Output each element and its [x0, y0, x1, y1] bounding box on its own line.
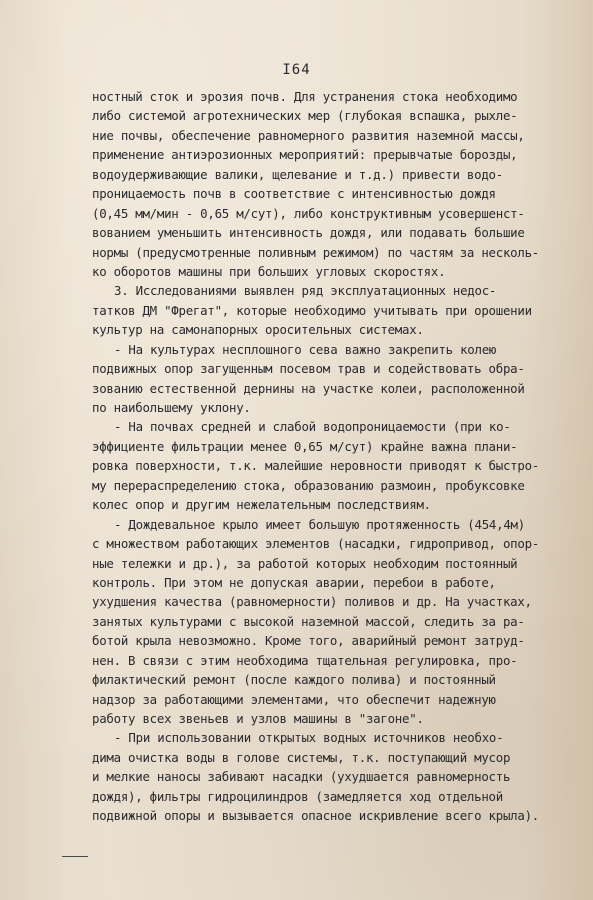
text-line: ровка поверхности, т.к. малейшие неровности приводят к быстро- [92, 458, 540, 474]
text-line: нен. В связи с этим необходима тщательная регулировка, про- [92, 652, 518, 668]
text-line: водоудерживающие валики, щелевание и т.д.) привести водо- [92, 166, 503, 182]
text-line: дима очистка воды в голове системы, т.к. поступающий мусор [92, 749, 511, 765]
body-text [92, 87, 584, 826]
text-line: либо системой агротехнических мер (глубокая вспашка, рыхле- [92, 108, 518, 124]
text-line: ко оборотов машины при больших угловых скоростях. [92, 263, 446, 279]
text-line: подвижных опор загущенным посевом трав и содействовать обра- [92, 361, 525, 377]
text-line: му перераспределению стока, образованию размоин, пробуксовке [92, 477, 525, 493]
text-line: эффициенте фильтрации менее 0,65 м/сут) крайне важна плани- [92, 438, 518, 454]
text-line: нормы (предусмотренные поливным режимом) по частям за несколь- [92, 244, 540, 260]
text-line: ботой крыла невозможно. Кроме того, аварийный ремонт затруд- [92, 633, 525, 649]
text-line: (0,45 мм/мин - 0,65 м/сут), либо конструктивным усовершенст- [92, 205, 525, 221]
text-line: вованием уменьшить интенсивность дождя, или подавать большие [92, 225, 525, 241]
page-number: I64 [282, 62, 311, 78]
text-line: филактический ремонт (после каждого полива) и постоянный [92, 672, 496, 688]
text-line: культур на самонапорных оросительных системах. [92, 322, 424, 338]
text-line: проницаемость почв в соответствие с интенсивностью дождя [92, 186, 496, 202]
text-line: подвижной опоры и вызывается опасное искривление всего крыла). [92, 808, 540, 824]
text-line: применение антиэрозионных мероприятий: прерывчатые борозды, [92, 147, 518, 163]
text-line: с множеством работающих элементов (насадки, гидропривод, опор- [92, 536, 540, 552]
text-line: и мелкие наносы забивают насадки (ухудшается равномерность [92, 769, 511, 785]
text-line: дождя), фильтры гидроцилиндров (замедляется ход отдельной [92, 788, 503, 804]
paragraph-start-line: - На культурах несплошного сева важно закрепить колею [114, 341, 497, 357]
paragraph-start-line: - На почвах средней и слабой водопроницаемости (при ко- [114, 419, 511, 435]
text-line: ухудшения качества (равномерности) поливов и др. На участках, [92, 594, 532, 610]
text-line: ные тележки и др.), за работой которых необходим постоянный [92, 555, 518, 571]
text-line: контроль. При этом не допуская аварии, перебои в работе, [92, 574, 496, 590]
margin-dash [62, 856, 88, 857]
paragraph-start-line: 3. Исследованиями выявлен ряд эксплуатационных недос- [114, 283, 497, 299]
text-line: занятых культурами с высокой наземной массой, следить за ра- [92, 613, 525, 629]
text-line: зованию естественной дернины на участке колеи, расположенной [92, 380, 525, 396]
text-line: татков ДМ "Фрегат", которые необходимо учитывать при орошении [92, 302, 532, 318]
paragraph-start-line: - При использовании открытых водных источников необхо- [114, 730, 504, 746]
text-line: ностный сток и эрозия почв. Для устранения стока необходимо [92, 89, 518, 104]
text-line: по наибольшему уклону. [92, 400, 251, 415]
paragraph-start-line: - Дождевальное крыло имеет большую протяженность (454,4м) [114, 516, 525, 532]
text-line: колес опор и другим нежелательным последствиям. [92, 497, 431, 513]
text-line: надзор за работающими элементами, что обеспечит надежную [92, 691, 496, 707]
text-line: работу всех звеньев и узлов машины в "загоне". [92, 711, 424, 726]
text-line: ние почвы, обеспечение равномерного развития наземной массы, [92, 127, 525, 143]
